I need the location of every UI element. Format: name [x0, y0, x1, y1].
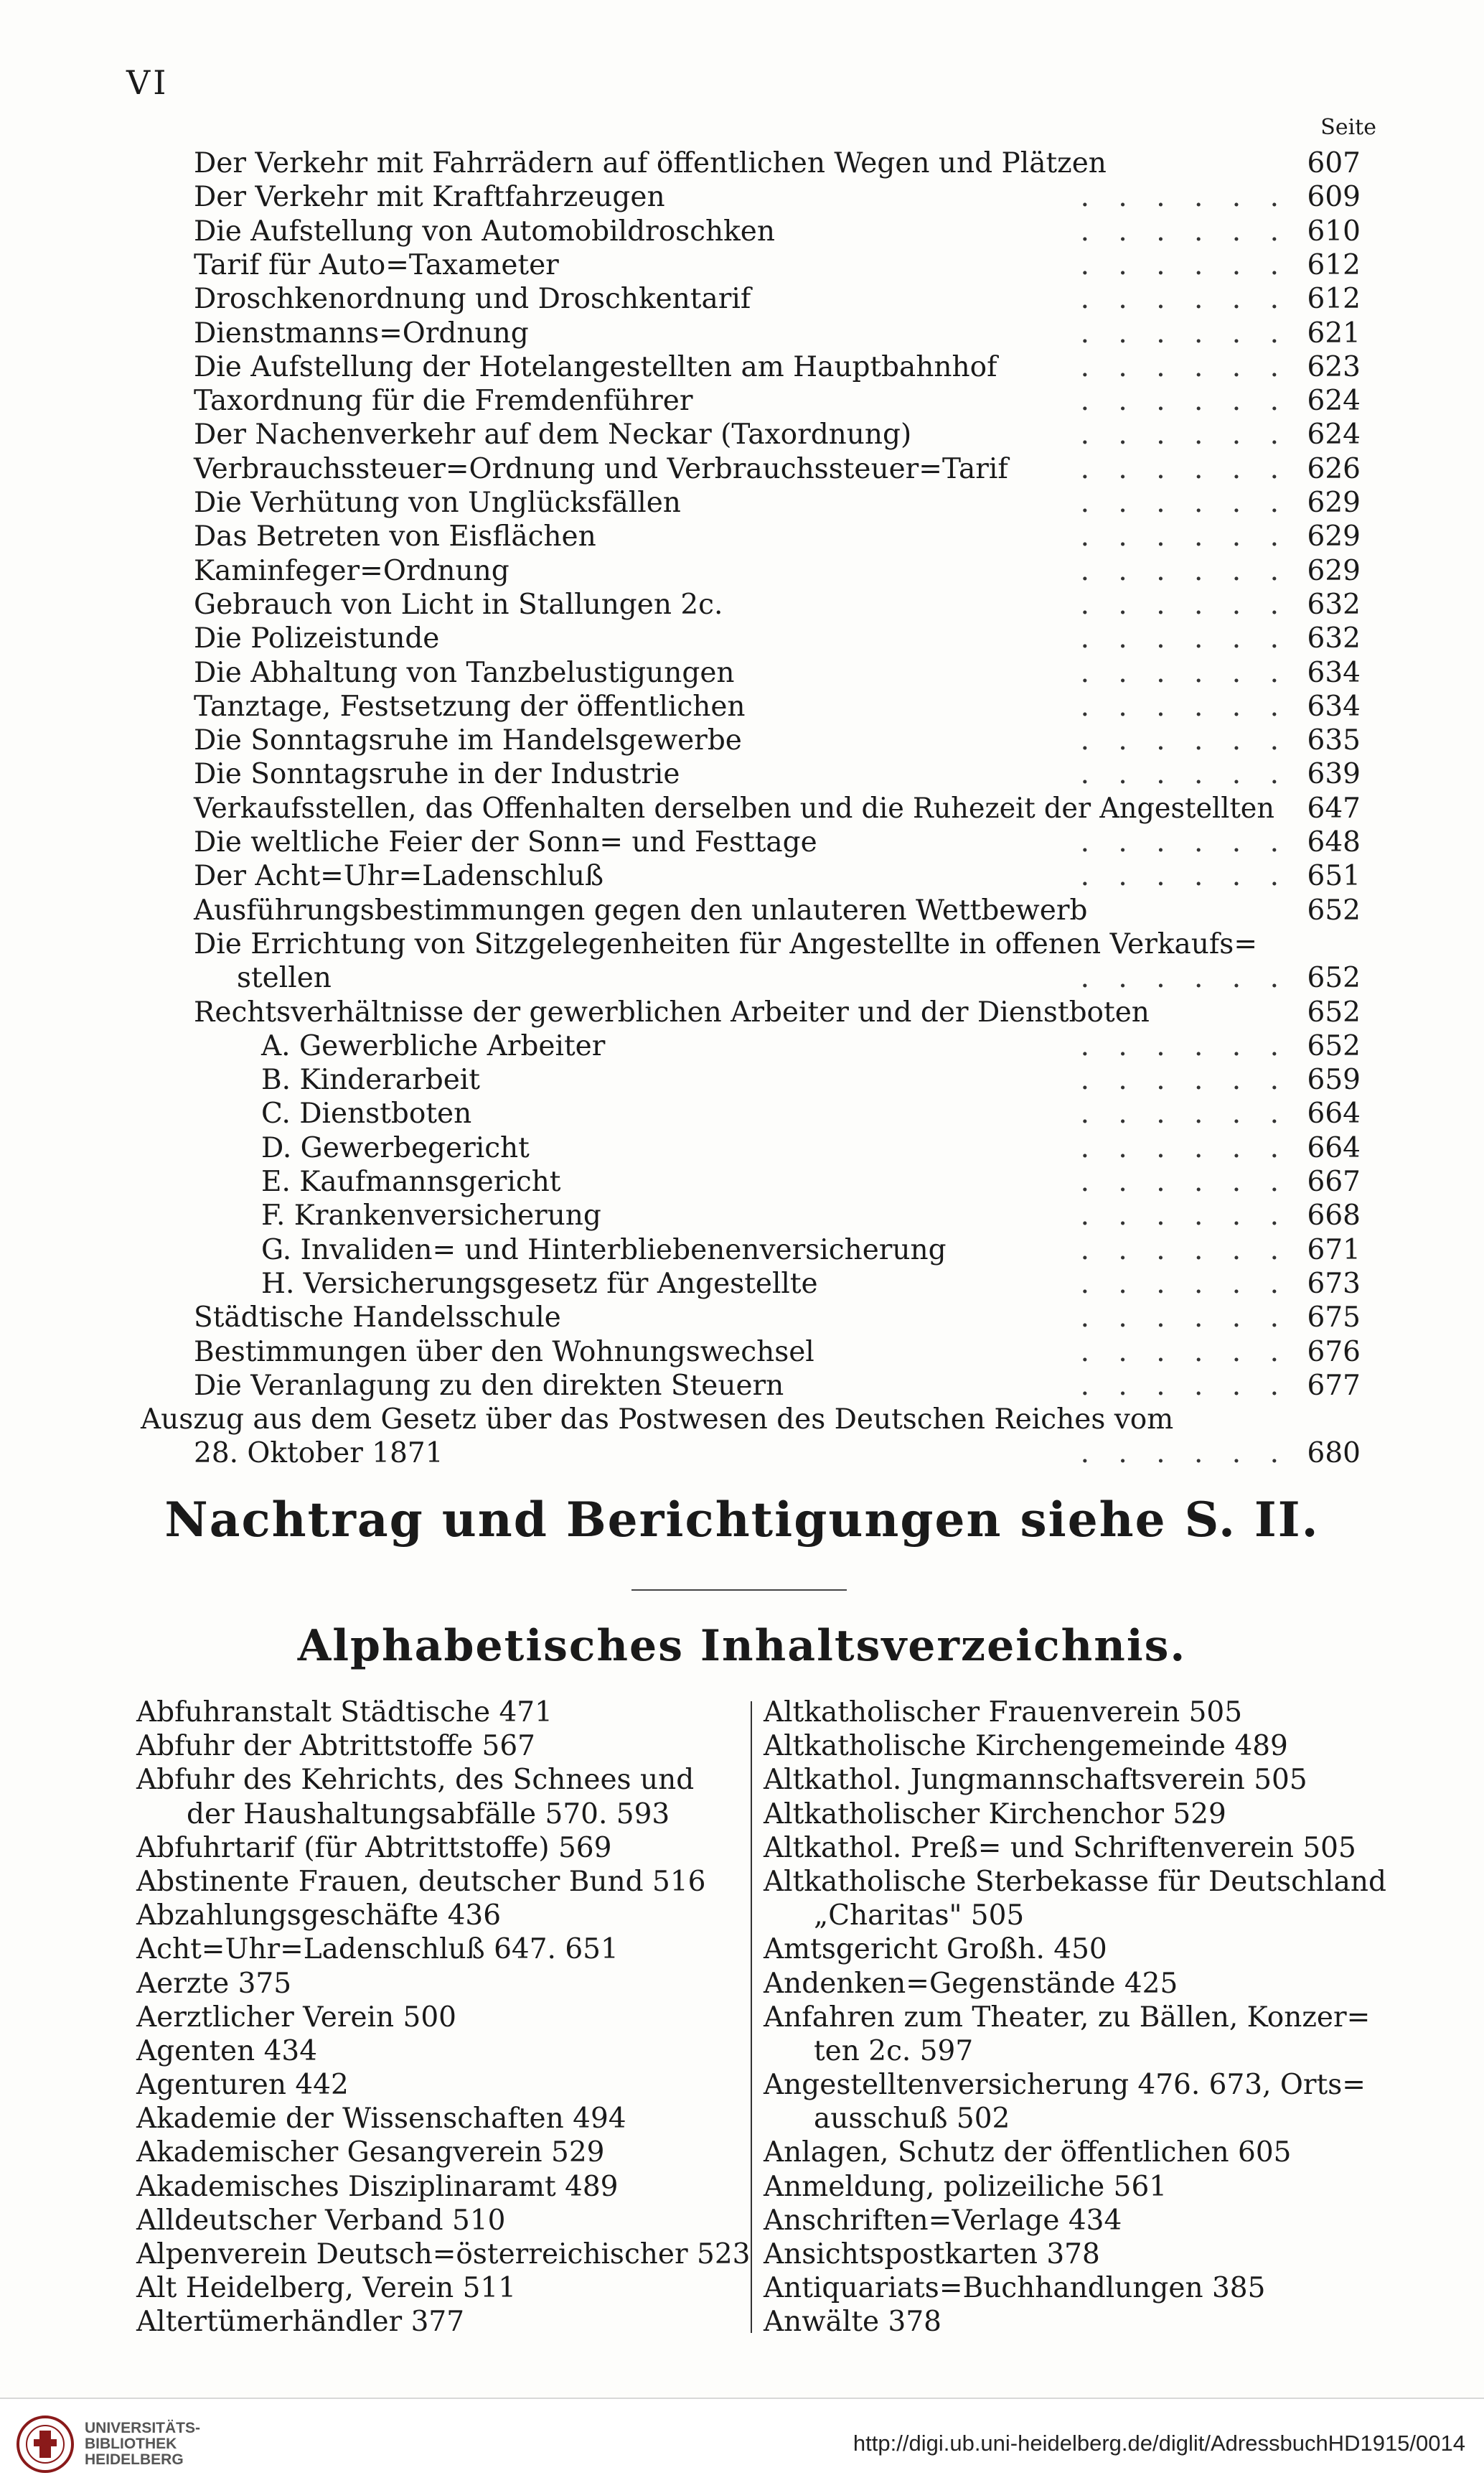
toc-page-number: 612: [1307, 283, 1361, 316]
toc-page-number: 652: [1307, 1029, 1361, 1062]
toc-entry: [0, 384, 1484, 418]
toc-entry: [0, 724, 1484, 757]
toc-entry: [0, 690, 1484, 724]
seite-label: Seite: [1320, 115, 1376, 140]
toc-entry-title: Droschkenordnung und Droschkentarif: [194, 283, 751, 316]
toc-entry-title: F. Krankenversicherung: [261, 1199, 601, 1233]
index-entry: Alldeutscher Verband 510: [136, 2204, 506, 2237]
page-number: VI: [126, 63, 169, 102]
toc-page-number: 634: [1307, 656, 1361, 689]
index-column-right: [764, 1696, 1386, 2339]
toc-entry-title: C. Dienstboten: [261, 1098, 472, 1131]
toc-page-number: 634: [1307, 690, 1361, 723]
toc-entry-title: Tarif für Auto=Taxameter: [194, 248, 559, 281]
toc-page-number: 629: [1307, 487, 1361, 519]
toc-entry: [0, 1335, 1484, 1369]
toc-entry-title: Die weltliche Feier der Sonn= und Festtage: [194, 826, 817, 859]
toc-page-number: 612: [1307, 248, 1361, 281]
toc-page-number: 673: [1307, 1267, 1361, 1300]
toc-page-number: 629: [1307, 520, 1361, 553]
toc-entry: [0, 1199, 1484, 1233]
index-entry: ausschuß 502: [814, 2103, 1010, 2136]
toc-page-number: 652: [1307, 894, 1361, 927]
toc-entry-title: Die Sonntagsruhe in der Industrie: [194, 758, 680, 791]
toc-page-number: 624: [1307, 418, 1361, 452]
index-entry: Anwälte 378: [764, 2306, 941, 2339]
nachtrag-heading: Nachtrag und Berichtigungen siehe S. II.: [164, 1492, 1320, 1548]
leader-dots: . . . . . .: [1080, 283, 1289, 316]
index-entry: Abfuhr des Kehrichts, des Schnees und: [136, 1764, 695, 1797]
toc-entry-title: A. Gewerbliche Arbeiter: [261, 1029, 606, 1062]
leader-dots: . . . . . .: [1080, 962, 1289, 995]
index-entry: Ansichtspostkarten 378: [764, 2238, 1100, 2270]
leader-dots: . . . . . .: [1080, 690, 1289, 723]
library-name-line: UNIVERSITÄTS-: [85, 2420, 201, 2436]
toc-entry: [0, 418, 1484, 452]
toc-page-number: 675: [1307, 1301, 1361, 1334]
toc-entry-title: Der Acht=Uhr=Ladenschluß: [194, 860, 604, 893]
index-entry: Aerzte 375: [136, 1967, 292, 2000]
leader-dots: . . . . . .: [1080, 1166, 1289, 1198]
toc-entry: [0, 1436, 1484, 1470]
index-entry: Anfahren zum Theater, zu Bällen, Konzer=: [764, 2001, 1371, 2034]
toc-page-number: 651: [1307, 860, 1361, 893]
toc-entry-title: stellen: [237, 962, 332, 995]
toc-entry-title: Gebrauch von Licht in Stallungen 2c.: [194, 588, 723, 621]
divider-rule: [631, 1589, 847, 1591]
index-entry: Acht=Uhr=Ladenschluß 647. 651: [136, 1933, 619, 1966]
toc-page-number: 607: [1307, 147, 1361, 179]
index-entry: Altkatholische Sterbekasse für Deutschland: [764, 1865, 1386, 1898]
leader-dots: . . . . . .: [1080, 1199, 1289, 1233]
leader-dots: . . . . . .: [1080, 1437, 1289, 1470]
toc-page-number: 677: [1307, 1369, 1361, 1402]
toc-entry: [0, 1233, 1484, 1267]
leader-dots: . . . . . .: [1080, 452, 1289, 485]
index-entry: Anschriften=Verlage 434: [764, 2204, 1122, 2237]
index-entry: ten 2c. 597: [814, 2034, 974, 2067]
leader-dots: . . . . . .: [1080, 215, 1289, 248]
toc-page-number: 671: [1307, 1233, 1361, 1266]
index-entry: Abzahlungsgeschäfte 436: [136, 1899, 502, 1932]
leader-dots: . . . . . .: [1080, 1335, 1289, 1368]
footer-bar: [0, 2398, 1484, 2488]
index-entry: Altkathol. Jungmannschaftsverein 505: [764, 1764, 1307, 1797]
leader-dots: . . . . . .: [1080, 1029, 1289, 1062]
toc-entry: [0, 317, 1484, 350]
toc-page-number: 680: [1307, 1437, 1361, 1470]
toc-entry: [0, 248, 1484, 282]
alphabetical-index-title: Alphabetisches Inhaltsverzeichnis.: [297, 1621, 1187, 1671]
toc-entry: [0, 350, 1484, 384]
index-entry: Altkatholische Kirchengemeinde 489: [764, 1730, 1288, 1763]
leader-dots: . . . . . .: [1080, 418, 1289, 452]
leader-dots: . . . . . .: [1080, 622, 1289, 655]
library-name: [85, 2421, 200, 2468]
leader-dots: . . . . . .: [1080, 317, 1289, 350]
leader-dots: . . . . . .: [1080, 1233, 1289, 1266]
toc-page-number: 659: [1307, 1064, 1361, 1097]
toc-entry: [0, 452, 1484, 486]
index-entry: Akademischer Gesangverein 529: [136, 2136, 605, 2169]
toc-page-number: 648: [1307, 826, 1361, 859]
index-entry: Abfuhr der Abtrittstoffe 567: [136, 1730, 535, 1763]
leader-dots: . . . . . .: [1080, 1064, 1289, 1097]
toc-entry: [0, 1369, 1484, 1403]
index-entry: Anmeldung, polizeiliche 561: [764, 2170, 1168, 2203]
toc-entry-title: Der Verkehr mit Kraftfahrzeugen: [194, 181, 665, 214]
toc-entry-title: B. Kinderarbeit: [261, 1064, 480, 1097]
toc-entry-title: Verkaufsstellen, das Offenhalten derselben und die Ruhezeit der Angestellten: [194, 792, 1274, 825]
toc-entry-title: Taxordnung für die Fremdenführer: [194, 385, 693, 418]
leader-dots: . . . . . .: [1080, 656, 1289, 689]
index-entry: Alpenverein Deutsch=österreichischer 523: [136, 2238, 751, 2270]
index-entry: Amtsgericht Großh. 450: [764, 1933, 1107, 1966]
index-entry: Altkathol. Preß= und Schriftenverein 505: [764, 1831, 1356, 1864]
toc-page-number: 667: [1307, 1166, 1361, 1198]
index-column-left: [136, 1696, 751, 2339]
toc-page-number: 624: [1307, 385, 1361, 418]
toc-entry-title: Die Verhütung von Unglücksfällen: [194, 487, 681, 519]
toc-entry: [0, 554, 1484, 588]
index-entry: Altkatholischer Kirchenchor 529: [764, 1797, 1226, 1830]
toc-entry: [0, 1097, 1484, 1131]
index-entry: Alt Heidelberg, Verein 511: [136, 2272, 517, 2305]
toc-entry: [0, 792, 1484, 826]
toc-entry: [0, 1165, 1484, 1199]
library-name-line: HEIDELBERG: [85, 2451, 184, 2468]
toc-entry-title: Städtische Handelsschule: [194, 1301, 561, 1334]
toc-entry-title: Auszug aus dem Gesetz über das Postwesen des Deutschen Reiches vom: [141, 1403, 1174, 1436]
index-entry: Abfuhrtarif (für Abtrittstoffe) 569: [136, 1831, 612, 1864]
toc-entry-title: H. Versicherungsgesetz für Angestellte: [261, 1267, 818, 1300]
toc-entry-title: 28. Oktober 1871: [194, 1437, 443, 1470]
leader-dots: . . . . . .: [1080, 554, 1289, 587]
toc-entry-title: Bestimmungen über den Wohnungswechsel: [194, 1335, 814, 1368]
toc-entry-title: Rechtsverhältnisse der gewerblichen Arbeiter und der Dienstboten: [194, 996, 1150, 1029]
source-url-link[interactable]: http://digi.ub.uni-heidelberg.de/diglit/AdressbuchHD1915/0014: [853, 2431, 1465, 2456]
leader-dots: . . . . . .: [1080, 1131, 1289, 1164]
toc-entry: [0, 215, 1484, 248]
toc-entry-title: E. Kaufmannsgericht: [261, 1166, 561, 1198]
toc-entry-title: Dienstmanns=Ordnung: [194, 317, 529, 350]
toc-entry-title: Die Sonntagsruhe im Handelsgewerbe: [194, 724, 742, 757]
toc-entry-title: Verbrauchssteuer=Ordnung und Verbrauchssteuer=Tarif: [194, 452, 1008, 485]
index-entry: Agenten 434: [136, 2034, 318, 2067]
toc-entry-title: Das Betreten von Eisflächen: [194, 520, 596, 553]
toc-entry-title: Der Verkehr mit Fahrrädern auf öffentlichen Wegen und Plätzen: [194, 147, 1107, 179]
toc-entry-title: Die Errichtung von Sitzgelegenheiten für Angestellte in offenen Verkaufs=: [194, 927, 1257, 960]
toc-entry: [0, 1403, 1484, 1436]
index-entry: Altertümerhändler 377: [136, 2306, 465, 2339]
index-entry: „Charitas" 505: [814, 1899, 1025, 1932]
toc-entry: [0, 826, 1484, 859]
leader-dots: . . . . . .: [1080, 860, 1289, 893]
leader-dots: . . . . . .: [1080, 181, 1289, 214]
toc-entry-title: G. Invaliden= und Hinterbliebenenversicherung: [261, 1233, 947, 1266]
toc-entry: [0, 894, 1484, 927]
toc-entry: [0, 1131, 1484, 1165]
column-divider: [751, 1701, 752, 2333]
toc-entry: [0, 927, 1484, 961]
index-entry: Andenken=Gegenstände 425: [764, 1967, 1178, 2000]
toc-page-number: 652: [1307, 996, 1361, 1029]
toc-page-number: 632: [1307, 622, 1361, 655]
toc-entry-title: Tanztage, Festsetzung der öffentlichen: [194, 690, 746, 723]
toc-entry-title: Kaminfeger=Ordnung: [194, 554, 509, 587]
toc-page-number: 629: [1307, 554, 1361, 587]
toc-page-number: 647: [1307, 792, 1361, 825]
toc-page-number: 632: [1307, 588, 1361, 621]
leader-dots: . . . . . .: [1080, 826, 1289, 859]
toc-entry: [0, 1063, 1484, 1097]
university-library-logo-icon: [16, 2415, 75, 2474]
leader-dots: . . . . . .: [1080, 385, 1289, 418]
index-entry: Abstinente Frauen, deutscher Bund 516: [136, 1865, 706, 1898]
toc-page-number: 639: [1307, 758, 1361, 791]
leader-dots: . . . . . .: [1080, 520, 1289, 553]
toc-entry: [0, 180, 1484, 214]
toc-entry-title: D. Gewerbegericht: [261, 1131, 530, 1164]
toc-entry: [0, 859, 1484, 893]
toc-entry: [0, 961, 1484, 995]
index-entry: Akademie der Wissenschaften 494: [136, 2103, 626, 2136]
toc-entry: [0, 1301, 1484, 1334]
toc-entry-title: Die Aufstellung von Automobildroschken: [194, 215, 775, 248]
toc-entry: [0, 520, 1484, 553]
index-entry: Anlagen, Schutz der öffentlichen 605: [764, 2136, 1292, 2169]
index-entry: Antiquariats=Buchhandlungen 385: [764, 2272, 1266, 2305]
toc-entry: [0, 588, 1484, 622]
index-entry: Altkatholischer Frauenverein 505: [764, 1696, 1243, 1729]
toc-entry: [0, 1267, 1484, 1301]
toc-page-number: 609: [1307, 181, 1361, 214]
index-entry: der Haushaltungsabfälle 570. 593: [187, 1797, 670, 1830]
index-entry: Aerztlicher Verein 500: [136, 2001, 456, 2034]
toc-page-number: 676: [1307, 1335, 1361, 1368]
toc-entry: [0, 656, 1484, 690]
leader-dots: . . . . . .: [1080, 724, 1289, 757]
leader-dots: . . . . . .: [1080, 1301, 1289, 1334]
library-name-line: BIBLIOTHEK: [85, 2436, 177, 2452]
leader-dots: . . . . . .: [1080, 588, 1289, 621]
index-entry: Abfuhranstalt Städtische 471: [136, 1696, 553, 1729]
toc-page-number: 623: [1307, 350, 1361, 383]
toc-entry: [0, 486, 1484, 520]
index-entry: Angestelltenversicherung 476. 673, Orts=: [764, 2069, 1366, 2102]
toc-entry-title: Die Veranlagung zu den direkten Steuern: [194, 1369, 784, 1402]
toc-entry: [0, 1029, 1484, 1063]
toc-entry: [0, 622, 1484, 655]
toc-page-number: 626: [1307, 452, 1361, 485]
leader-dots: . . . . . .: [1080, 248, 1289, 281]
toc-entry-title: Die Abhaltung von Tanzbelustigungen: [194, 656, 735, 689]
toc-page-number: 664: [1307, 1098, 1361, 1131]
leader-dots: . . . . . .: [1080, 350, 1289, 383]
toc-entry: [0, 996, 1484, 1029]
leader-dots: . . . . . .: [1080, 487, 1289, 519]
toc-entry-title: Ausführungsbestimmungen gegen den unlauteren Wettbewerb: [194, 894, 1088, 927]
toc-entry: [0, 282, 1484, 316]
toc-page-number: 668: [1307, 1199, 1361, 1233]
leader-dots: . . . . . .: [1080, 1369, 1289, 1402]
index-entry: Akademisches Disziplinaramt 489: [136, 2170, 619, 2203]
toc-entry: [0, 757, 1484, 791]
leader-dots: . . . . . .: [1080, 1098, 1289, 1131]
toc-page-number: 635: [1307, 724, 1361, 757]
leader-dots: . . . . . .: [1080, 758, 1289, 791]
toc-entry-title: Die Polizeistunde: [194, 622, 440, 655]
index-entry: Agenturen 442: [136, 2069, 349, 2102]
leader-dots: . . . . . .: [1080, 1267, 1289, 1300]
toc-page-number: 664: [1307, 1131, 1361, 1164]
toc-entry-title: Der Nachenverkehr auf dem Neckar (Taxordnung): [194, 418, 912, 452]
toc-entry-title: Die Aufstellung der Hotelangestellten am Hauptbahnhof: [194, 350, 997, 383]
toc-entry: [0, 146, 1484, 180]
toc-page-number: 621: [1307, 317, 1361, 350]
toc-page-number: 652: [1307, 962, 1361, 995]
toc-page-number: 610: [1307, 215, 1361, 248]
